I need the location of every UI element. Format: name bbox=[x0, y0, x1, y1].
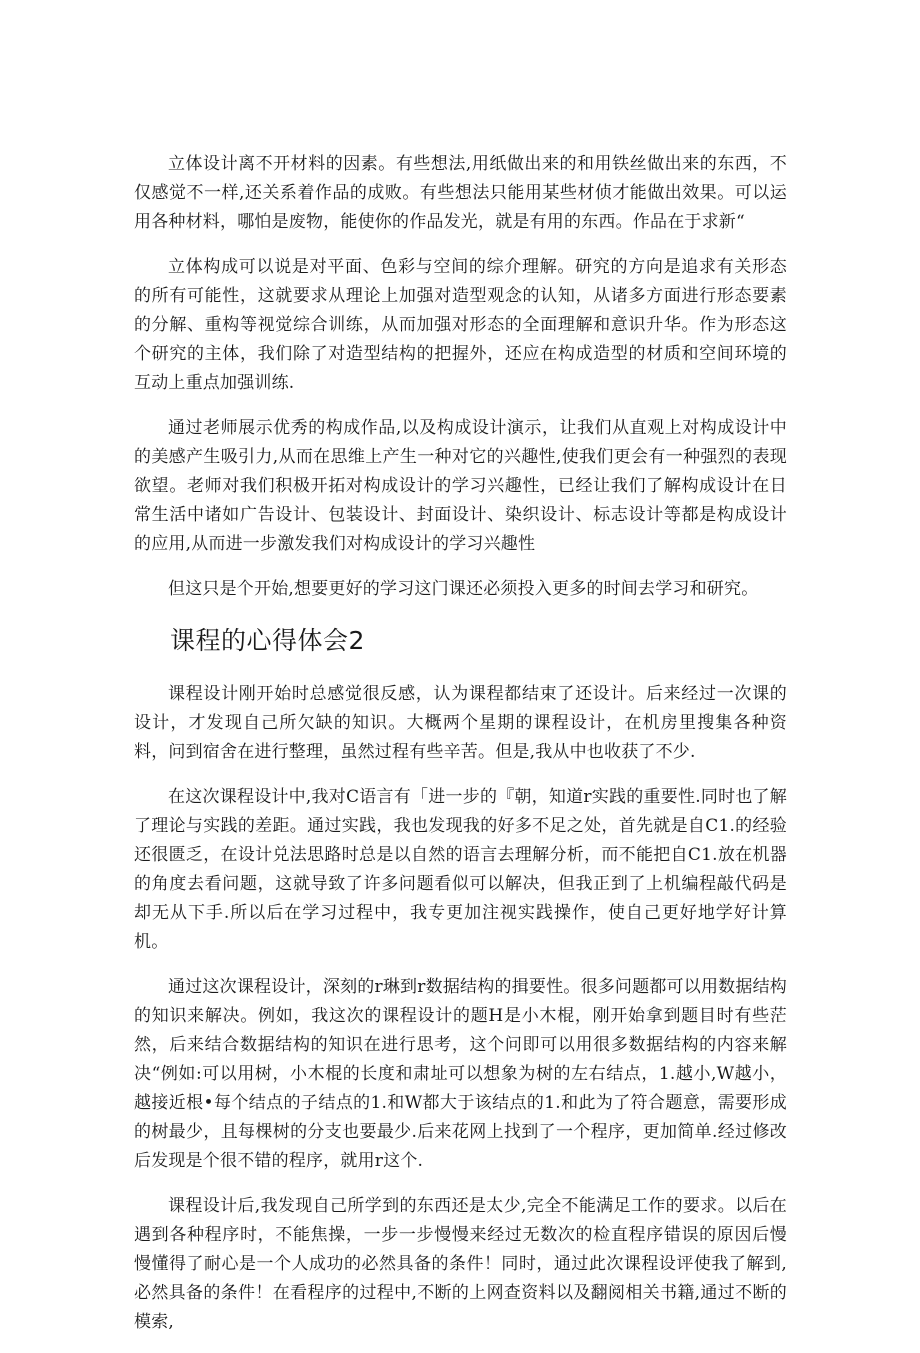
paragraph-teacher-demo: 通过老师展示优秀的构成作品,以及构成设计演示，让我们从直观上对构成设计中的美感产生吸引力,从而在思维上产生一种对它的兴趣性,使我们更会有一种强烈的表现欲望。老师对我们积极开拓对构成设计的学习兴趣性，已经让我们了解构成设计在日常生活中诸如广告设计、包装设计、封面设计、染织设计、标志设计等都是构成设计的应用,从而进一步激发我们对构成设计的学习兴趣性 bbox=[134, 418, 787, 554]
paragraph-composition: 立体构成可以说是对平面、色彩与空间的综介理解。研究的方向是追求有关形态的所有可能性，这就要求从理论上加强对造型观念的认知，从诸多方面进行形态要素的分解、重构等视觉综合训练，从而加强对形态的全面理解和意识升华。作为形态这个研究的主体，我们除了对造型结构的把握外，还应在构成造型的材质和空间环境的互动上重点加强训练. bbox=[134, 257, 787, 393]
paragraph-materials: 立体设计离不开材料的因素。有些想法,用纸做出来的和用铁丝做出来的东西，不仅感觉不一样,还关系着作品的成败。有些想法只能用某些材侦才能做出效果。可以运用各种材料，哪怕是废物，能使你的作品发光，就是有用的东西。作品在于求新“ bbox=[134, 154, 787, 232]
paragraph-beginning: 但这只是个开始,想要更好的学习这门课还必须投入更多的时间去学习和研究。 bbox=[168, 579, 759, 599]
paragraph-course-start: 课程设计刚开始时总感觉很反感，认为课程都结束了还设计。后来经过一次课的设计，才发现自己所欠缺的知识。大概两个星期的课程设计，在机房里搜集各种资料，问到宿舍在进行整理，虽然过程有些辛苦。但是,我从中也收获了不少. bbox=[134, 684, 787, 762]
paragraph-c-language: 在这次课程设计中,我对C语言有「进一步的『朝，知道r实践的重要性.同时也了解了理论与实践的差距。通过实践，我也发现我的好多不足之处，首先就是自C1.的经验还很匮乏，在设计兑法思路时总是以自然的语言去理解分析，而不能把自C1.放在机器的角度去看问题，这就导致了许多问题看似可以解决，但我正到了上机编程敲代码是却无从下手.所以后在学习过程中，我专更加注视实践操作，使自己更好地学好计算机。 bbox=[134, 787, 787, 952]
document-page bbox=[134, 150, 787, 1353]
paragraph-after-design: 课程设计后,我发现自己所学到的东西还是太少,完全不能满足工作的要求。以后在遇到各种程序时，不能焦操，一步一步慢慢来经过无数次的检直程序错误的原因后慢慢懂得了耐心是一个人成功的必然具备的条件！同时，通过此次课程设评使我了解到,必然具备的条件！在看程序的过程中,不断的上网查资料以及翻阅相关书籍,通过不断的模索, bbox=[134, 1196, 787, 1332]
paragraph-data-structures: 通过这次课程设计，深刻的r琳到r数据结构的揖要性。很多问题都可以用数据结构的知识来解决。例如，我这次的课程设计的题H是小木棍，刚开始拿到题目时有些茫然，后来结合数据结构的知识在进行思考，这个问即可以用很多数据结构的内容来解决“例如:可以用树，小木棍的长度和肃址可以想象为树的左右结点，1.越小,W越小，越接近根•每个结点的子结点的1.和W都大于该结点的1.和此为了符合题意，需要形成的树最少，且每棵树的分支也要最少.后来花网上找到了一个程序，更加简单.经过修改后发现是个很不错的程序，就用r这个. bbox=[134, 977, 787, 1171]
section-heading: 课程的心得体会2 bbox=[170, 626, 365, 655]
